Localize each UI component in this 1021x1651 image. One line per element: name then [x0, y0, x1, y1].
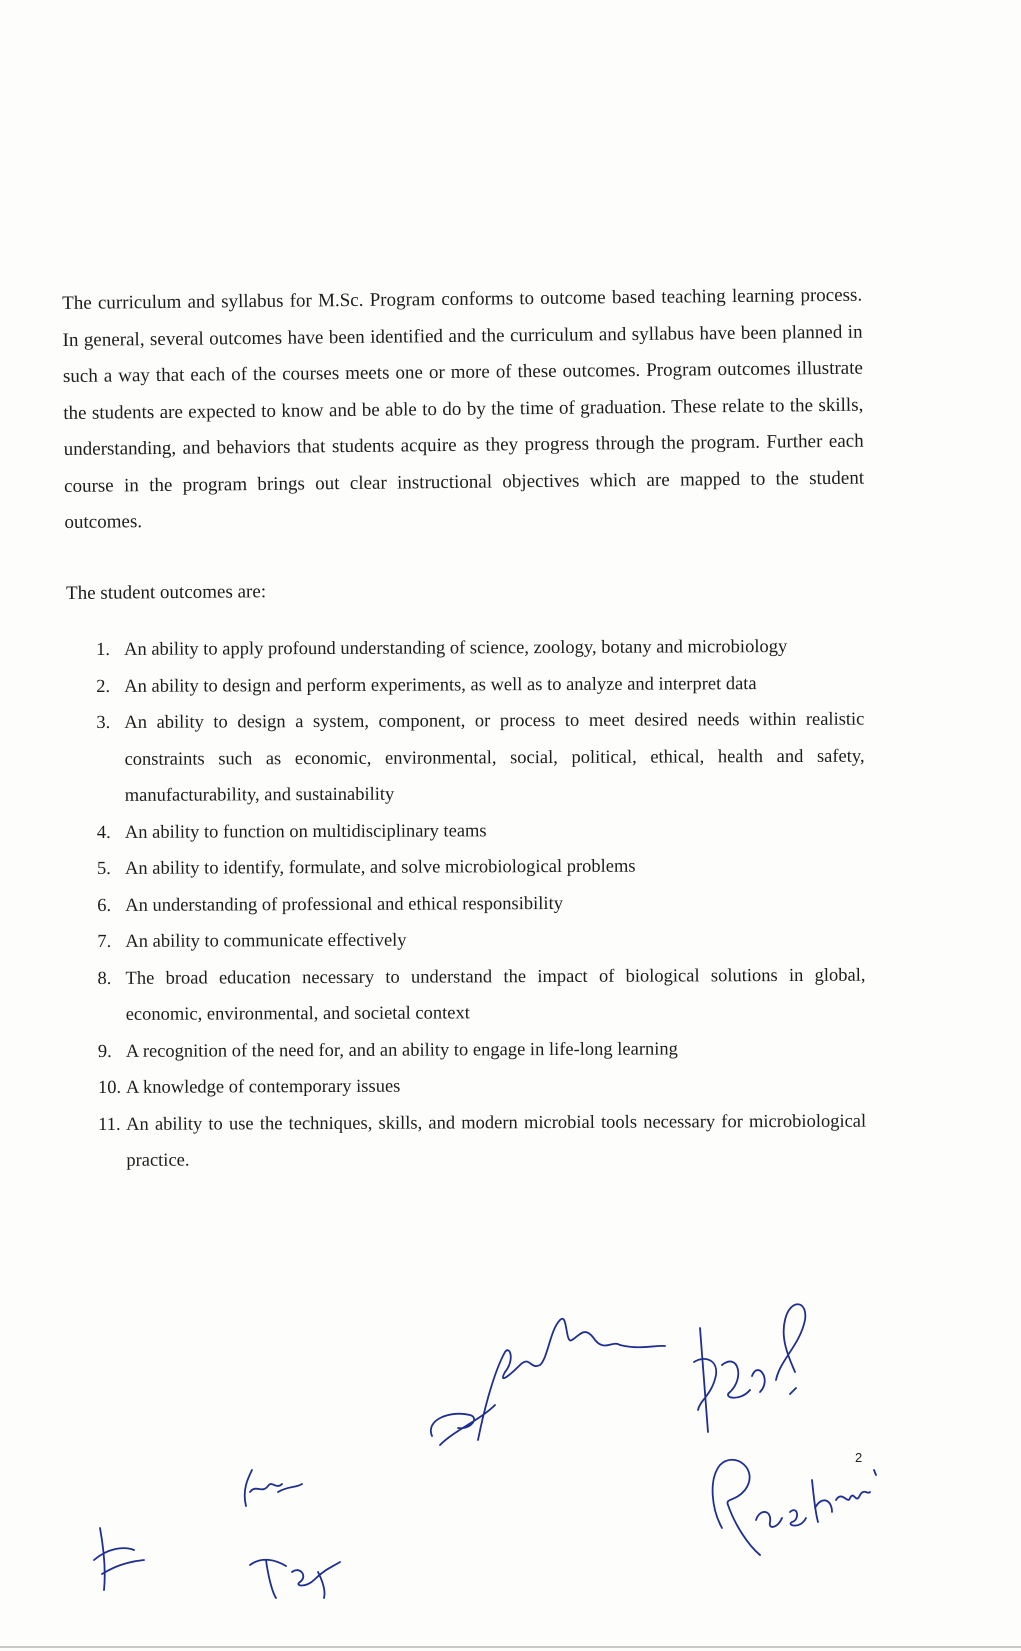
signature-3 [245, 1470, 302, 1506]
list-item [98, 1030, 866, 1070]
signature-4 [250, 1560, 340, 1598]
signature-5 [94, 1528, 144, 1590]
item-text: An ability to communicate effectively [125, 930, 407, 952]
outcomes-list [96, 629, 866, 1180]
item-number: 2. [96, 676, 111, 697]
signature-1 [431, 1319, 665, 1445]
item-number: 9. [97, 1041, 112, 1062]
item-number: 7. [97, 931, 112, 952]
list-item [97, 848, 865, 888]
signatures [0, 1280, 1021, 1600]
list-item [97, 957, 865, 1033]
item-text: A recognition of the need for, and an ability to engage in life-long learning [125, 1038, 678, 1062]
item-text: An ability to function on multidisciplinary teams [124, 820, 487, 843]
item-text: An understanding of professional and ethical responsibility [125, 893, 563, 916]
item-text: A knowledge of contemporary issues [125, 1076, 401, 1098]
item-number: 6. [97, 895, 112, 916]
list-item [97, 811, 865, 851]
signature-rashmi [713, 1460, 876, 1555]
item-number: 3. [96, 712, 111, 733]
item-text: An ability to design and perform experiments, as well as to analyze and interpret data [124, 673, 757, 697]
list-item [96, 702, 864, 815]
item-text: An ability to design a system, component, or process to meet desired needs within realistic constraints such as economic, environmental, social, political, ethical, health and safety, manufacturability, and sustainability [124, 709, 865, 806]
item-text: An ability to use the techniques, skills, and modern microbial tools necessary for microbiological practice. [126, 1111, 867, 1171]
list-item [97, 884, 865, 924]
list-item [96, 665, 864, 705]
list-item [98, 1103, 866, 1179]
outcomes-heading: The student outcomes are: [66, 581, 267, 604]
item-number: 1. [96, 639, 110, 660]
item-number: 10. [97, 1077, 122, 1098]
item-text: An ability to identify, formulate, and solve microbiological problems [124, 856, 636, 879]
item-number: 8. [97, 968, 112, 989]
item-text: An ability to apply profound understanding of science, zoology, botany and microbiology [124, 636, 788, 660]
item-text: The broad education necessary to understand the impact of biological solutions in global, economic, environmental, and societal context [125, 965, 866, 1025]
signature-2 [694, 1304, 805, 1432]
page-number: 2 [855, 1450, 863, 1465]
scan-edge [0, 1646, 1021, 1648]
item-number: 5. [96, 858, 111, 879]
list-item [98, 1067, 866, 1107]
list-item [96, 629, 864, 669]
intro-paragraph: The curriculum and syllabus for M.Sc. Program conforms to outcome based teaching learning process. In general, several outcomes have been identified and the curriculum and syllabus have been planned in such a way that each of the courses meets one or more of these outcomes. Program outcomes illustrate the students are expected to know and be able to do by the time of graduation. These relate to the skills, understanding, and behaviors that students acquire as they progress through the program. Further each course in the program brings out clear instructional objectives which are mapped to the student outcomes. [62, 284, 865, 533]
item-number: 11. [98, 1114, 121, 1135]
list-item [97, 921, 865, 961]
item-number: 4. [96, 822, 111, 843]
